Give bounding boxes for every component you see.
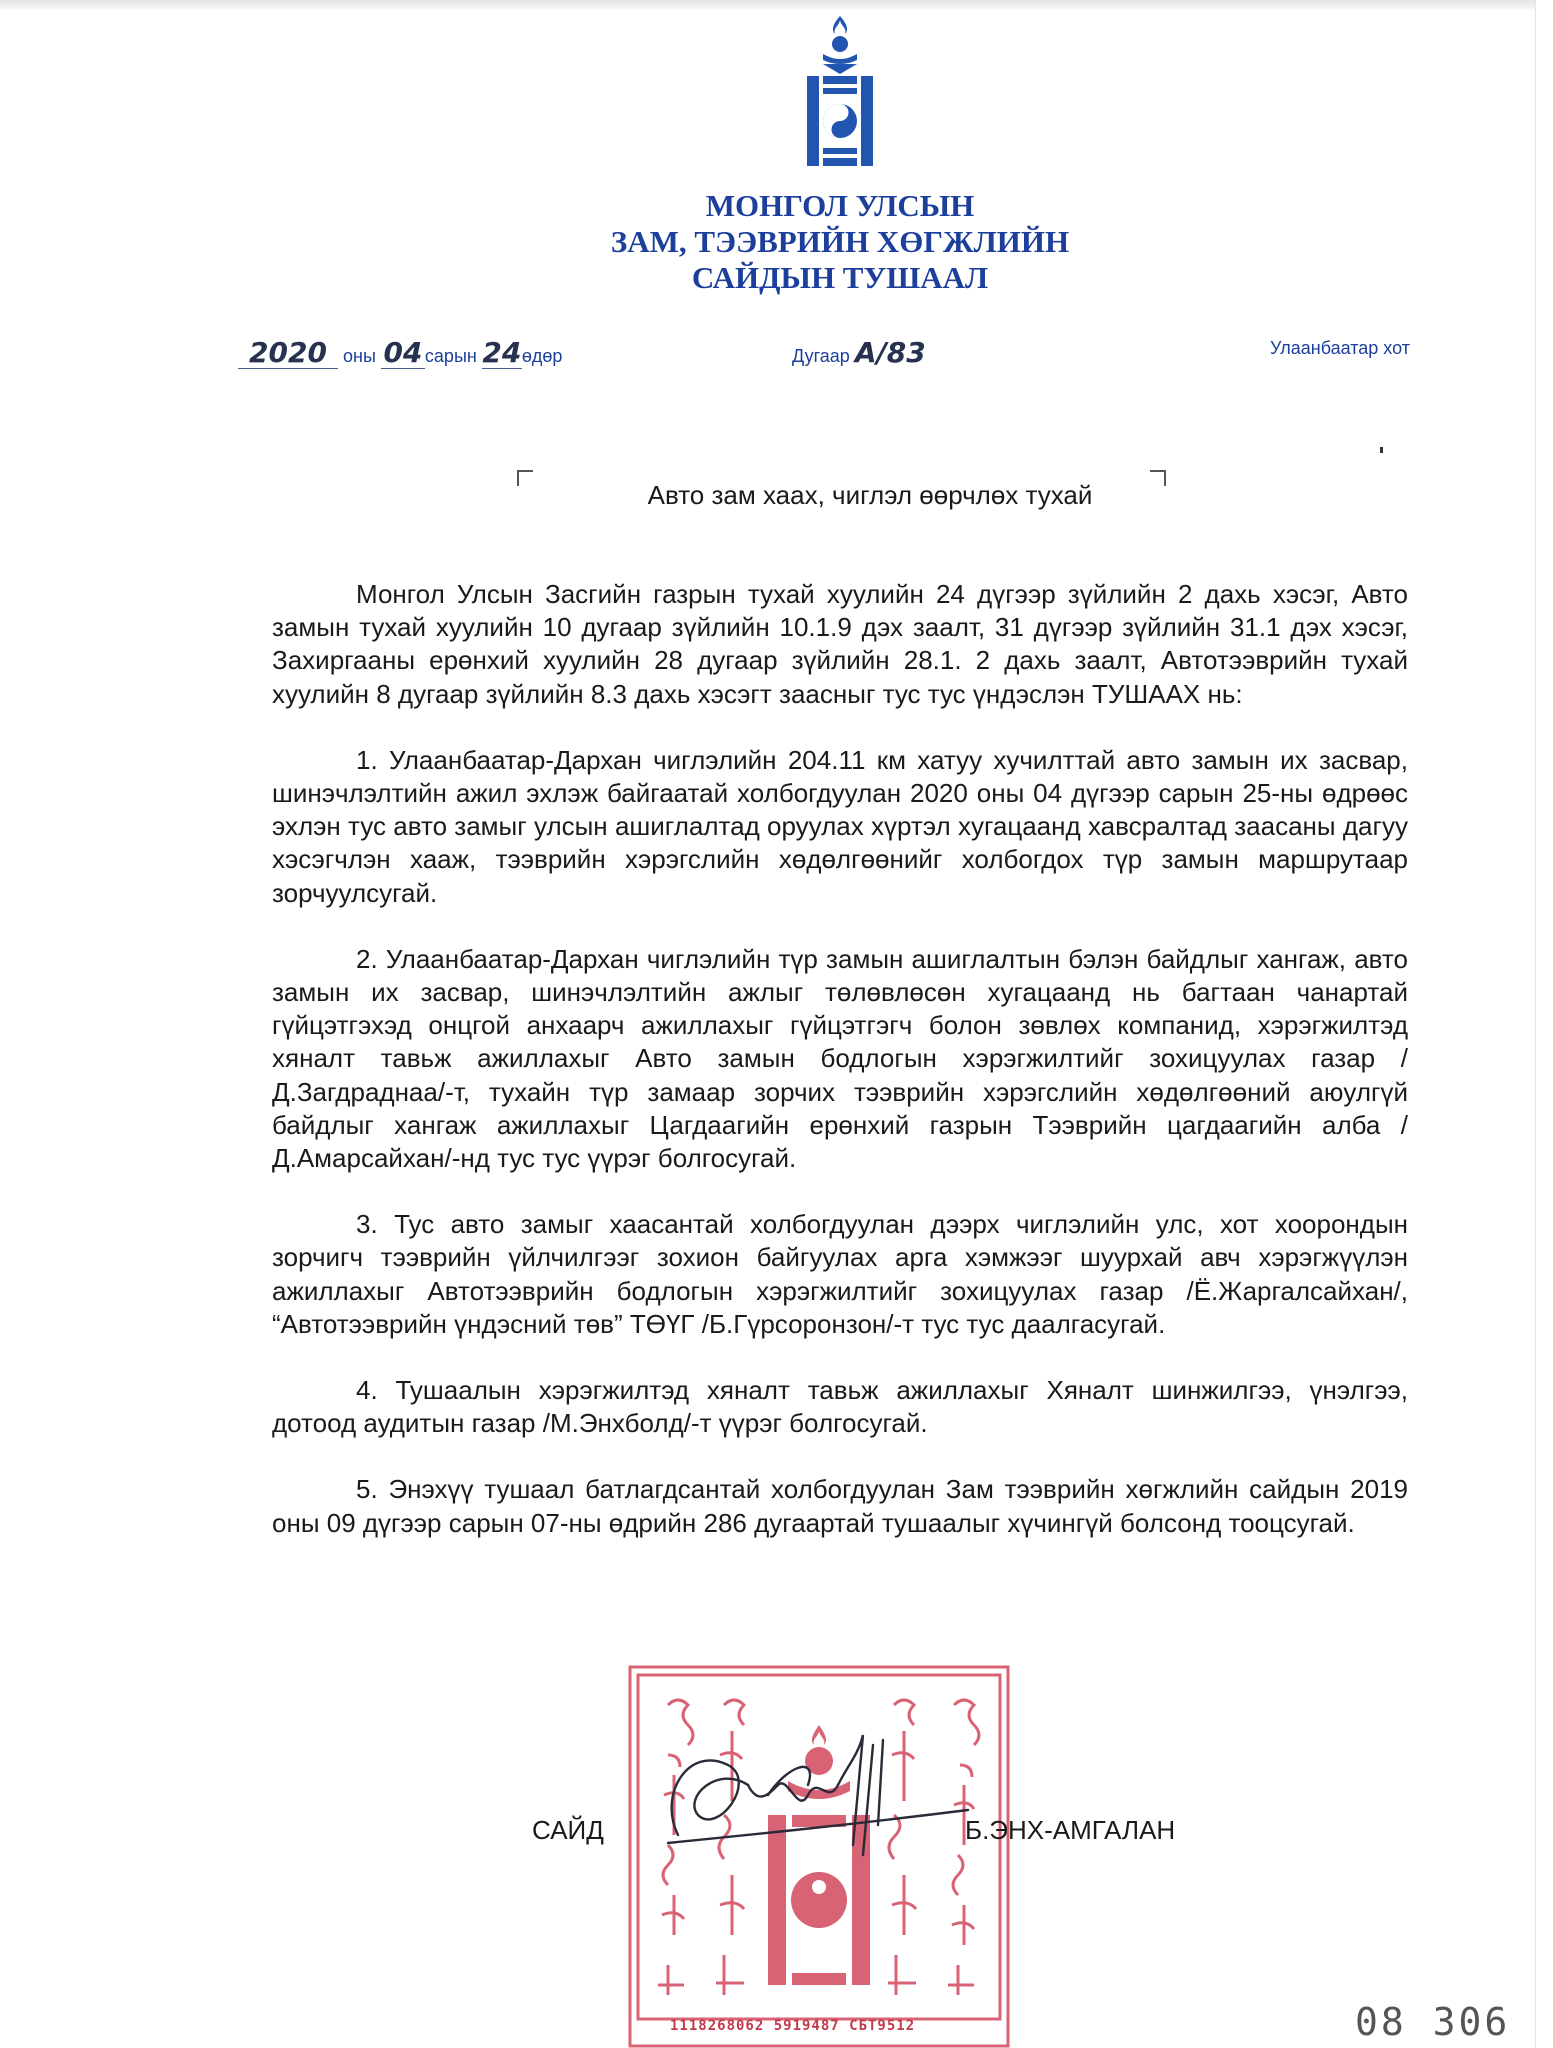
date-day: 24 [482, 336, 522, 369]
document-header [470, 188, 1210, 296]
handwritten-signature [648, 1725, 978, 1865]
seal-serial-number: 1118268062 5919487 СБТ9512 [670, 2018, 916, 2034]
soyombo-emblem-icon [795, 14, 885, 174]
scan-right-edge [1535, 0, 1553, 2048]
date-month: 04 [381, 338, 425, 369]
signature-name: Б.ЭНХ-АМГАЛАН [965, 1815, 1176, 1845]
header-line-ministry: ЗАМ, ТЭЭВРИЙН ХӨГЖЛИЙН [610, 224, 1070, 259]
signature-title: САЙД [532, 1815, 604, 1845]
paragraph-item-2: 2. Улаанбаатар-Дархан чиглэлийн түр замын ашиглалтын бэлэн байдлыг хангаж, авто замын их засвар, шинэчлэлтийн ажлыг төлөвлөсөн хугацаанд нь багтаан чанартай гүйцэтгэхэд онцгой анхаарч ажиллахыг гүйцэтгэгч болон зөвлөх компанид, хэрэгжилтэд хяналт тавьж ажиллахыг Авто замын бодлогын хэрэгжилтийг зохицуулах газар /Д.Загдраднаа/-т, тухайн түр замаар зорчих тээврийн хэрэгслийн хөдөлгөөний аюулгүй байдлыг хангаж ажиллахыг Цагдаагийн ерөнхий газрын Тээврийн цагдаагийн алба /Д.Амарсайхан/-нд тус тус үүрэг болгосугай. [272, 943, 1408, 1174]
header-line-country: МОНГОЛ УЛСЫН [705, 188, 975, 223]
page-number: 08 306 [1355, 2000, 1511, 2044]
scan-top-edge [0, 0, 1540, 10]
paragraph-item-1: 1. Улаанбаатар-Дархан чиглэлийн 204.11 км хатуу хучилттай авто замын их засвар, шинэчлэлтийн ажил эхлэж байгаатай холбогдуулан 2020 оны 04 дүгээр сарын 25-ны өдрөөс эхлэн тус авто замыг улсын ашиглалтад оруулах хүртэл хугацаанд хавсралтад заасаны дагуу хэсэгчлэн хааж, тээврийн хэрэгслийн хөдөлгөөнийг холбогдох түр замын маршрутаар зорчуулсугай. [272, 744, 1408, 908]
date-month-suffix: сарын [424, 346, 477, 366]
document-body [272, 578, 1408, 1573]
paragraph-preamble: Монгол Улсын Засгийн газрын тухай хуулийн 24 дүгээр зүйлийн 2 дахь хэсэг, Авто замын тухай хуулийн 10 дугаар зүйлийн 10.1.9 дэх заалт, 31 дүгээр зүйлийн 31.1 дэх хэсэг, Захиргааны ерөнхий хуулийн 28 дугаар зүйлийн 28.1. 2 дахь заалт, Автотээврийн тухай хуулийн 8 дугаар зүйлийн 8.3 дахь хэсэгт заасныг тус тус үндэслэн ТУШААХ нь: [272, 579, 1408, 709]
header-line-order: САЙДЫН ТУШААЛ [691, 260, 989, 295]
paragraph-item-5: 5. Энэхүү тушаал батлагдсантай холбогдуулан Зам тээврийн хөгжлийн сайдын 2019 оны 09 дүгээр сарын 07-ны өдрийн 286 дугаартай тушаалыг хүчингүй болсонд тооцсугай. [272, 1474, 1408, 1538]
date-year-suffix: оны [343, 346, 376, 366]
order-number: A/83 [854, 336, 926, 369]
date-line [238, 338, 562, 369]
paragraph-item-4: 4. Тушаалын хэрэгжилтэд хяналт тавьж ажиллахыг Хяналт шинжилгээ, үнэлгээ, дотоод аудитын газар /М.Энхболд/-т үүрэг болгосугай. [272, 1375, 1408, 1439]
paragraph-item-3: 3. Тус авто замыг хаасантай холбогдуулан дээрх чиглэлийн улс, хот хоорондын зорчигч тээврийн үйлчилгээг зохион байгуулах арга хэмжээг шуурхай авч хэрэгжүүлэн ажиллахыг Автотээврийн бодлогын хэрэгжилтийг зохицуулах газар /Ё.Жаргалсайхан/, “Автотээврийн үндэсний төв” ТӨҮГ /Б.Гүрсоронзон/-т тус тус даалгасугай. [272, 1209, 1408, 1339]
order-number-label: Дугаар [792, 346, 850, 366]
date-year: 2020 [238, 338, 338, 369]
scan-speck [1380, 447, 1383, 453]
place-label: Улаанбаатар хот [1270, 338, 1410, 358]
order-number-line [792, 336, 926, 369]
document-subject: Авто зам хаах, чиглэл өөрчлөх тухай [647, 480, 1093, 510]
date-day-suffix: өдөр [521, 346, 563, 366]
